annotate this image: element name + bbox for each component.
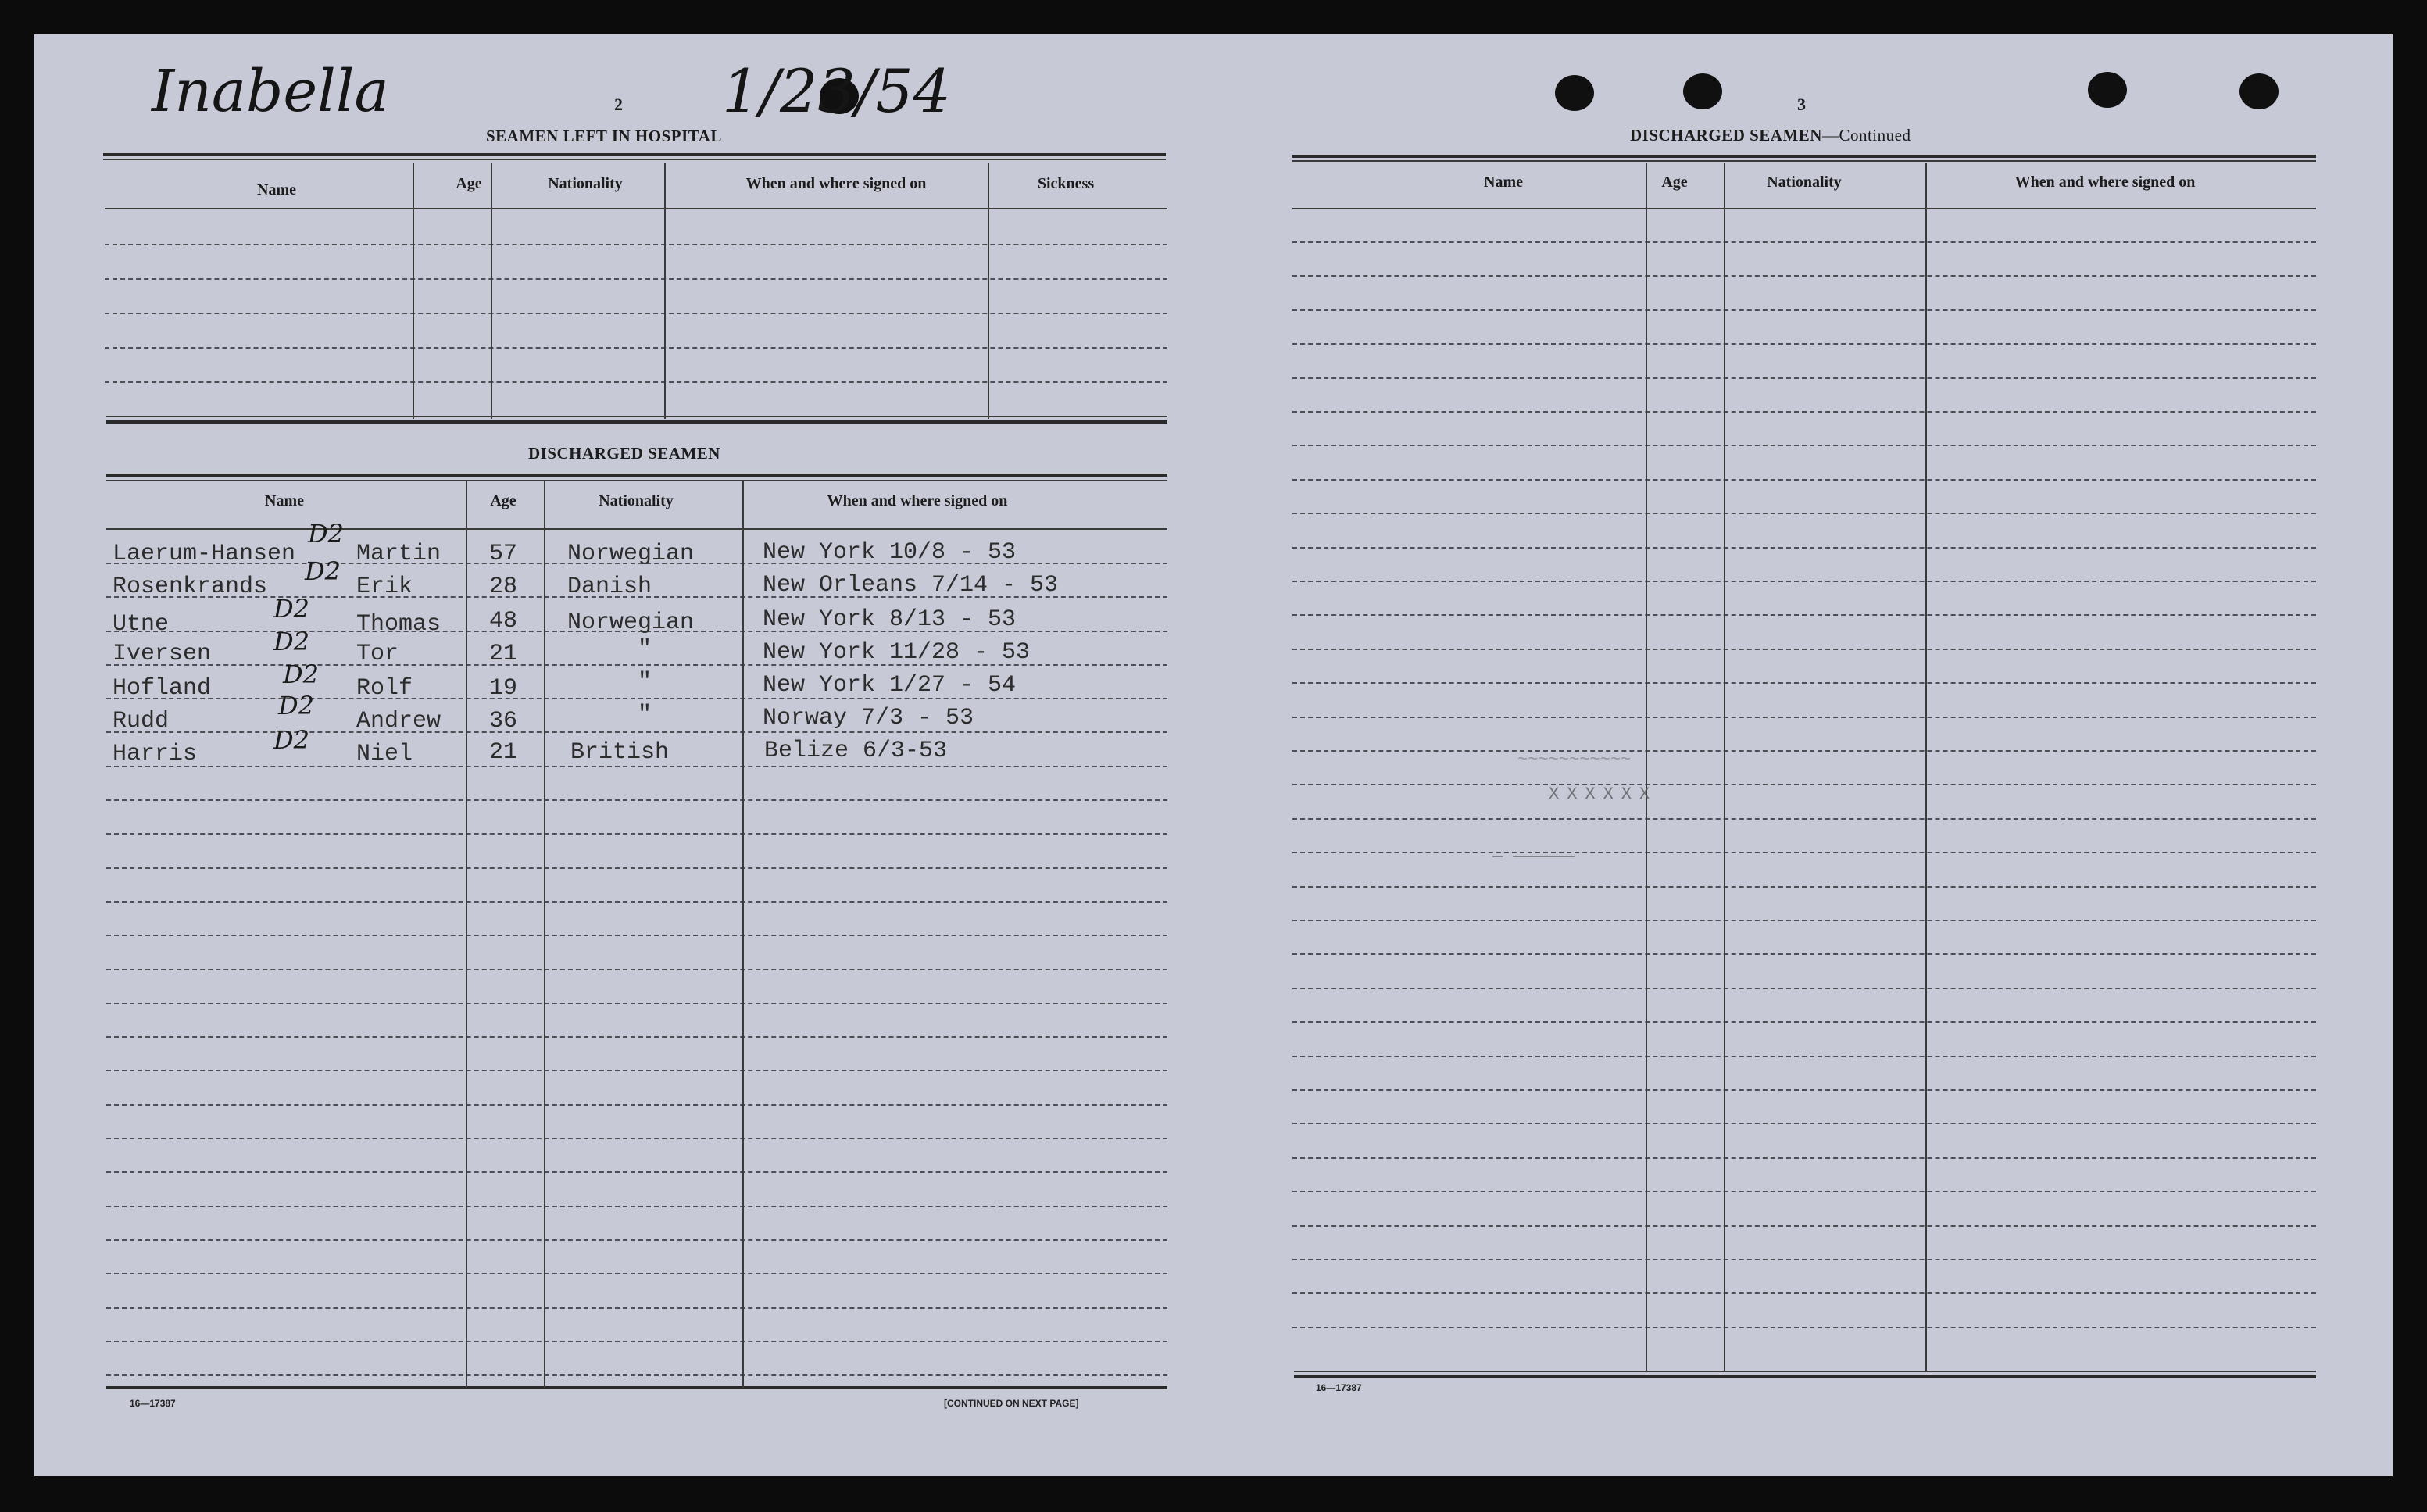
- row-rule: [1292, 1259, 2316, 1260]
- handwritten-date: 1/23/54: [722, 56, 951, 126]
- row-rule: [1292, 852, 2316, 853]
- row-rule: [1292, 547, 2316, 549]
- row-rule: [106, 1138, 1167, 1139]
- column-rule: [742, 481, 744, 1388]
- row-rule: [106, 1206, 1167, 1207]
- seaman-age: 19: [489, 675, 518, 702]
- seaman-first-name: Erik: [356, 574, 413, 600]
- row-rule: [1292, 886, 2316, 888]
- row-rule: [106, 1070, 1167, 1071]
- table-rule: [103, 159, 1166, 160]
- column-header-nationality: Nationality: [548, 175, 623, 192]
- seaman-nationality: ": [638, 702, 652, 728]
- seaman-age: 48: [489, 608, 518, 634]
- seaman-surname: Laerum-Hansen: [113, 541, 296, 567]
- row-rule: [1292, 241, 2316, 243]
- row-rule: [105, 313, 1167, 314]
- seaman-first-name: Thomas: [356, 611, 441, 638]
- table-rule: [1292, 160, 2316, 162]
- row-rule: [106, 1341, 1167, 1342]
- discharge-mark: D2: [283, 659, 320, 689]
- column-rule: [1724, 163, 1725, 1372]
- column-header-signed-on: When and where signed on: [745, 175, 927, 192]
- row-rule: [1292, 1327, 2316, 1328]
- row-rule: [1292, 1123, 2316, 1124]
- seaman-signed-on: Norway 7/3 - 53: [763, 705, 974, 731]
- row-rule: [1292, 784, 2316, 785]
- seaman-age: 21: [489, 739, 518, 766]
- row-rule: [1292, 1225, 2316, 1227]
- row-rule: [106, 1036, 1167, 1038]
- punch-hole: [2239, 73, 2279, 109]
- row-rule: [1292, 1191, 2316, 1192]
- row-rule: [105, 381, 1167, 383]
- row-rule: [1292, 1056, 2316, 1057]
- section-title-discharged-continued: [1630, 126, 1911, 145]
- row-rule: [106, 935, 1167, 936]
- row-rule: [106, 969, 1167, 970]
- column-rule: [1646, 163, 1647, 1372]
- row-rule: [1292, 1021, 2316, 1023]
- seaman-first-name: Rolf: [356, 675, 413, 702]
- column-rule: [544, 481, 545, 1388]
- seaman-age: 36: [489, 708, 518, 735]
- handwritten-ship-name: Inabella: [152, 58, 389, 125]
- discharge-mark: D2: [305, 556, 341, 586]
- row-rule: [1292, 513, 2316, 514]
- row-rule: [106, 1003, 1167, 1004]
- table-rule: [1294, 1375, 2316, 1378]
- column-rule: [491, 163, 492, 419]
- row-rule: [1292, 411, 2316, 413]
- row-rule: [1292, 953, 2316, 955]
- seaman-surname: Rosenkrands: [113, 574, 268, 600]
- column-header-age: Age: [490, 492, 516, 509]
- table-rule: [106, 474, 1167, 477]
- seaman-signed-on: Belize 6/3-53: [764, 738, 948, 764]
- table-rule: [106, 480, 1167, 481]
- seaman-first-name: Tor: [356, 641, 399, 667]
- row-rule: [105, 278, 1167, 280]
- faded-stamp: — ——————: [1492, 847, 1575, 867]
- table-rule: [1294, 1371, 2316, 1372]
- column-rule: [988, 163, 989, 419]
- seaman-surname: Harris: [113, 741, 198, 767]
- seaman-age: 28: [489, 574, 518, 600]
- table-rule: [105, 208, 1167, 209]
- discharge-mark: D2: [308, 519, 345, 549]
- table-rule: [106, 420, 1167, 424]
- row-rule: [106, 833, 1167, 835]
- page-number: 2: [614, 95, 623, 114]
- column-header-name: Name: [257, 181, 296, 198]
- row-rule: [1292, 920, 2316, 921]
- row-rule: [105, 347, 1167, 349]
- seaman-age: 21: [489, 641, 518, 667]
- seaman-nationality: ": [638, 636, 652, 663]
- seaman-surname: Utne: [113, 611, 170, 638]
- punch-hole: [1683, 73, 1722, 109]
- page-number: 3: [1797, 95, 1806, 114]
- row-rule: [1292, 614, 2316, 616]
- row-rule: [106, 1273, 1167, 1274]
- row-rule: [1292, 818, 2316, 820]
- row-rule: [106, 1171, 1167, 1173]
- form-number: 16—17387: [130, 1398, 176, 1409]
- seaman-nationality: Norwegian: [567, 609, 695, 636]
- column-rule: [664, 163, 666, 419]
- faded-stamp: ~~~~~~~~~~~: [1517, 750, 1632, 770]
- row-rule: [1292, 649, 2316, 650]
- row-rule: [1292, 377, 2316, 379]
- row-rule: [106, 1239, 1167, 1241]
- seaman-first-name: Martin: [356, 541, 441, 567]
- seaman-nationality: British: [570, 739, 670, 766]
- seaman-signed-on: New Orleans 7/14 - 53: [763, 572, 1059, 599]
- table-rule: [1292, 155, 2316, 158]
- faded-stamp: XXXXXX: [1549, 785, 1658, 804]
- row-rule: [1292, 479, 2316, 481]
- section-title-discharged: DISCHARGED SEAMEN: [528, 444, 720, 463]
- row-rule: [1292, 750, 2316, 752]
- row-rule: [106, 1104, 1167, 1106]
- seaman-nationality: Norwegian: [567, 541, 695, 567]
- discharge-mark: D2: [278, 691, 315, 720]
- table-rule: [106, 416, 1167, 417]
- seaman-signed-on: New York 8/13 - 53: [763, 606, 1017, 633]
- row-rule: [106, 1307, 1167, 1309]
- title-suffix: —Continued: [1821, 126, 1911, 145]
- punch-hole: [2088, 72, 2127, 108]
- seaman-signed-on: New York 10/8 - 53: [763, 539, 1017, 566]
- column-header-sickness: Sickness: [1037, 175, 1095, 192]
- row-rule: [106, 766, 1167, 767]
- row-rule: [1292, 682, 2316, 684]
- column-rule: [1925, 163, 1927, 1372]
- discharge-mark: D2: [273, 725, 310, 755]
- row-rule: [106, 901, 1167, 903]
- document-page: [34, 34, 2393, 1476]
- column-header-age: Age: [1661, 173, 1688, 191]
- row-rule: [1292, 1157, 2316, 1159]
- seaman-first-name: Andrew: [356, 708, 441, 735]
- row-rule: [1292, 275, 2316, 277]
- row-rule: [1292, 445, 2316, 446]
- row-rule: [106, 1374, 1167, 1376]
- seaman-signed-on: New York 1/27 - 54: [763, 672, 1017, 699]
- column-rule: [413, 163, 414, 419]
- row-rule: [1292, 581, 2316, 582]
- row-rule: [1292, 309, 2316, 311]
- seaman-surname: Iversen: [113, 641, 212, 667]
- seaman-surname: Rudd: [113, 708, 170, 735]
- seaman-surname: Hofland: [113, 675, 212, 702]
- row-rule: [106, 867, 1167, 869]
- seaman-signed-on: New York 11/28 - 53: [763, 639, 1031, 666]
- row-rule: [1292, 717, 2316, 718]
- punch-hole: [1555, 75, 1594, 111]
- form-number: 16—17387: [1316, 1382, 1362, 1393]
- table-rule: [103, 153, 1166, 156]
- seaman-nationality: Danish: [567, 574, 652, 600]
- column-header-nationality: Nationality: [1767, 173, 1842, 191]
- row-rule: [106, 731, 1167, 733]
- seaman-age: 57: [489, 541, 518, 567]
- row-rule: [1292, 1292, 2316, 1294]
- column-header-name: Name: [1484, 173, 1523, 191]
- row-rule: [1292, 343, 2316, 345]
- continued-note: [CONTINUED ON NEXT PAGE]: [944, 1398, 1079, 1409]
- title-main: DISCHARGED SEAMEN: [1630, 126, 1822, 145]
- column-header-age: Age: [456, 175, 482, 192]
- column-header-nationality: Nationality: [599, 492, 674, 509]
- row-rule: [1292, 988, 2316, 989]
- discharge-mark: D2: [273, 594, 310, 624]
- discharge-mark: D2: [273, 627, 310, 656]
- table-rule: [106, 528, 1167, 530]
- column-rule: [466, 481, 467, 1388]
- column-header-signed-on: When and where signed on: [2014, 173, 2196, 191]
- section-title-hospital: SEAMEN LEFT IN HOSPITAL: [486, 127, 722, 145]
- row-rule: [105, 244, 1167, 245]
- column-header-signed-on: When and where signed on: [827, 492, 1008, 509]
- seaman-nationality: ": [638, 669, 652, 695]
- row-rule: [1292, 1089, 2316, 1091]
- seaman-first-name: Niel: [356, 741, 413, 767]
- row-rule: [106, 799, 1167, 801]
- table-rule: [1292, 208, 2316, 209]
- table-rule: [106, 1386, 1167, 1389]
- column-header-name: Name: [265, 492, 304, 509]
